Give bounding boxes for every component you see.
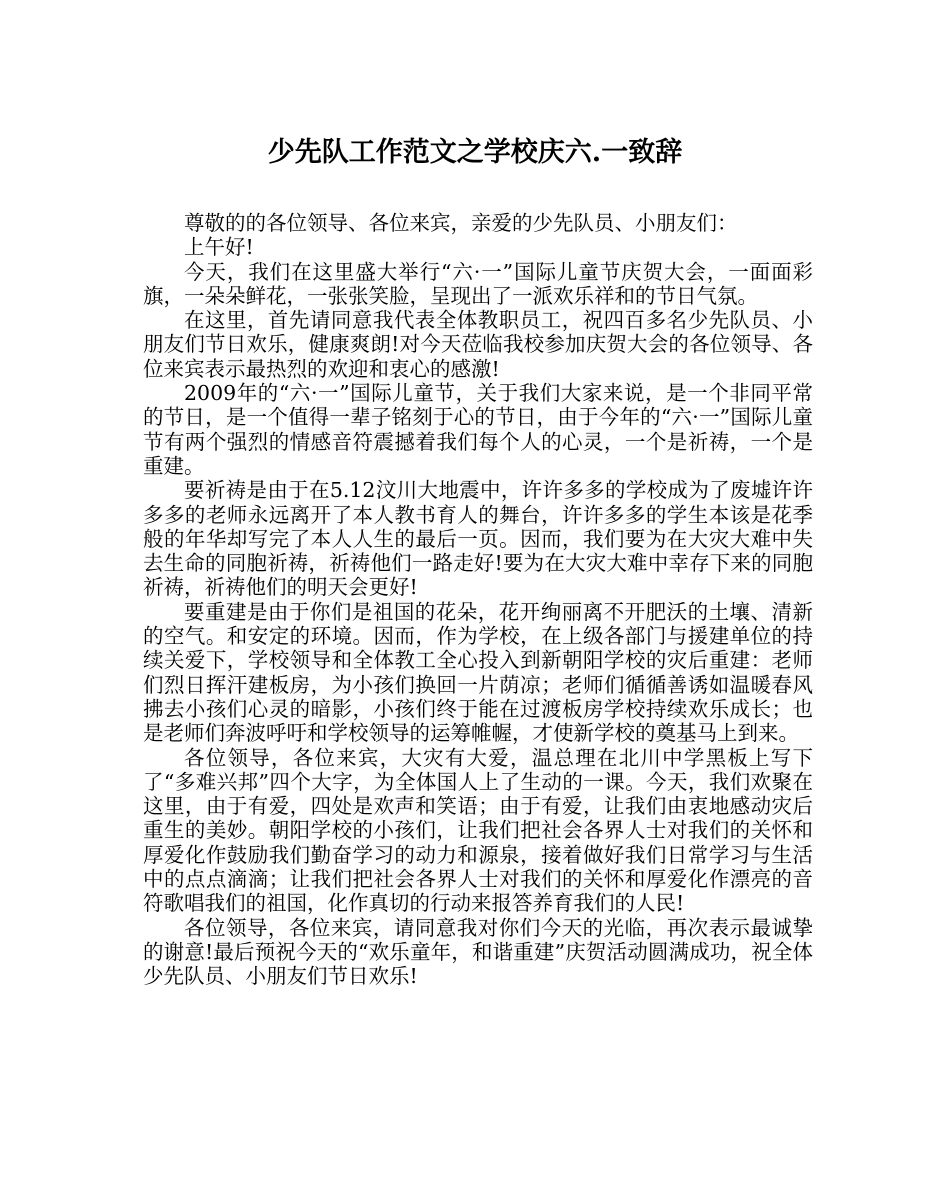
paragraph: 要重建是由于你们是祖国的花朵，花开绚丽离不开肥沃的土壤、清新的空气。和安定的环境。因而，作为学校，在上级各部门与援建单位的持续关爱下，学校领导和全体教工全心投入到新朝阳学校的灾后重建：老师们烈日挥汗建板房，为小孩们换回一片荫凉；老师们循循善诱如温暖春风拂去小孩们心灵的暗影，小孩们终于能在过渡板房学校持续欢乐成长；也是老师们奔波呼吁和学校领导的运筹帷幄，才使新学校的奠基马上到来。 [143,599,813,746]
paragraph: 要祈祷是由于在5.12汶川大地震中，许许多多的学校成为了废墟许许多多的老师永远离开了本人教书育人的舞台，许许多多的学生本该是花季般的年华却写完了本人人生的最后一页。因而，我们要为在大灾大难中失去生命的同胞祈祷，祈祷他们一路走好!要为在大灾大难中幸存下来的同胞祈祷，祈祷他们的明天会更好! [143,478,813,600]
document-body [143,211,813,989]
paragraph: 在这里，首先请同意我代表全体教职员工，祝四百多名少先队员、小朋友们节日欢乐，健康爽朗!对今天莅临我校参加庆贺大会的各位领导、各位来宾表示最热烈的欢迎和衷心的感激! [143,308,813,381]
document-title: 少先队工作范文之学校庆六.一致辞 [267,137,683,168]
paragraph: 今天，我们在这里盛大举行“六·一”国际儿童节庆贺大会，一面面彩旗，一朵朵鲜花，一张张笑脸，呈现出了一派欢乐祥和的节日气氛。 [143,259,813,308]
paragraph: 各位领导，各位来宾，大灾有大爱，温总理在北川中学黑板上写下了“多难兴邦”四个大字，为全体国人上了生动的一课。今天，我们欢聚在这里，由于有爱，四处是欢声和笑语；由于有爱，让我们由衷地感动灾后重生的美妙。朝阳学校的小孩们，让我们把社会各界人士对我们的关怀和厚爱化作鼓励我们勤奋学习的动力和源泉，接着做好我们日常学习与生活中的点点滴滴；让我们把社会各界人士对我们的关怀和厚爱化作漂亮的音符歌唱我们的祖国，化作真切的行动来报答养育我们的人民! [143,745,813,916]
paragraph: 2009年的“六·一”国际儿童节，关于我们大家来说，是一个非同平常的节日，是一个值得一辈子铭刻于心的节日，由于今年的“六·一”国际儿童节有两个强烈的情感音符震撼着我们每个人的心灵，一个是祈祷，一个是重建。 [143,381,813,478]
paragraph-closing: 各位领导，各位来宾，请同意我对你们今天的光临，再次表示最诚挚的谢意!最后预祝今天的“欢乐童年，和谐重建”庆贺活动圆满成功，祝全体少先队员、小朋友们节日欢乐! [143,915,813,989]
paragraph-greeting: 上午好! [184,235,254,260]
paragraph-salutation: 尊敬的的各位领导、各位来宾，亲爱的少先队员、小朋友们： [184,211,738,235]
